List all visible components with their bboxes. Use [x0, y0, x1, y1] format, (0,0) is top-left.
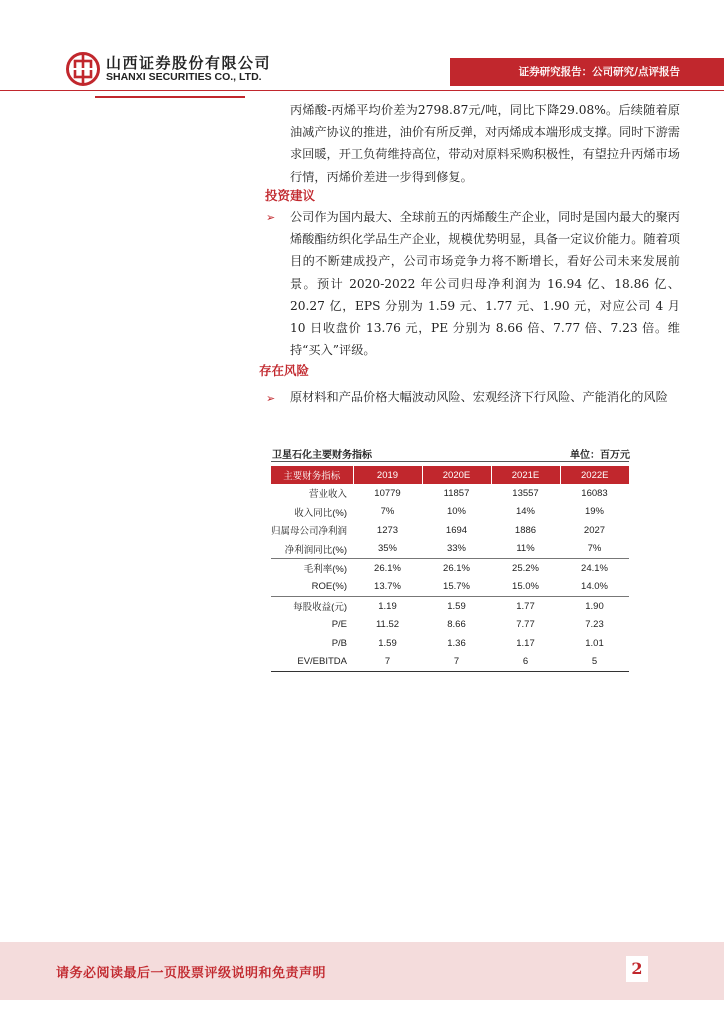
table-header-row	[271, 466, 629, 484]
row-label: 净利润同比(%)	[271, 540, 353, 559]
table-cell: 19%	[584, 506, 604, 518]
table-cell: 7.77	[516, 619, 535, 631]
page-footer	[0, 942, 724, 1000]
table-cell: 10%	[446, 506, 466, 518]
table-cell: 1.90	[585, 600, 604, 612]
company-name-en: SHANXI SECURITIES CO., LTD.	[106, 71, 262, 83]
table-cell: 1.19	[378, 600, 397, 612]
left-accent-line	[95, 96, 245, 98]
table-cell: 35%	[353, 540, 422, 559]
table-cell: 14%	[515, 506, 535, 518]
report-type-label: 证券研究报告：公司研究/点评报告	[518, 66, 680, 78]
page-number: 2	[626, 956, 648, 982]
table-cell: 7%	[380, 506, 395, 518]
table-cell: 10779	[374, 487, 401, 499]
table-title: 卫星石化主要财务指标	[272, 450, 372, 461]
report-type-banner	[450, 58, 724, 86]
table-cell: 1273	[376, 524, 399, 536]
table-cell: 11%	[491, 540, 560, 559]
table-cell: 1886	[514, 524, 537, 536]
bullet-arrow-icon: ➢	[266, 211, 276, 224]
column-header: 2022E	[560, 466, 629, 484]
table-cell: 24.1%	[581, 562, 608, 574]
column-header: 2021E	[491, 466, 560, 484]
column-header: 2020E	[422, 466, 491, 484]
row-label: P/E	[331, 619, 347, 631]
table-cell: 13557	[512, 487, 539, 499]
investment-advice-text: 公司作为国内最大、全球前五的丙烯酸生产企业，同时是国内最大的聚丙烯酸酯纺织化学品生产企业，规模优势明显，具备一定议价能力。随着项目的不断建成投产，公司市场竞争力将不断增长，看好公司未来发展前景。预计 2020-2022 年公司归母净利润为 16.94 亿、18.86 亿、20.27 亿，EPS 分别为 1.59 元、1.77 元、1.90 元，对应公司 4 月 10 日收盘价 13.76 元，PE 分别为 8.66 倍、7.77 倍、7.23 倍。维持“买入”评级。	[290, 210, 680, 358]
table-cell: 26.1%	[374, 562, 401, 574]
table-cell: 7.23	[585, 619, 604, 631]
row-label: P/B	[331, 637, 347, 649]
row-label: 收入同比(%)	[294, 507, 347, 519]
table-cell: 5	[560, 653, 629, 672]
company-name-cn: 山西证券股份有限公司	[106, 54, 272, 72]
table-row	[271, 484, 629, 503]
table-row	[271, 653, 629, 672]
column-header: 2019	[353, 466, 422, 484]
table-cell: 15.0%	[491, 578, 560, 597]
risk-text: 原材料和产品价格大幅波动风险、宏观经济下行风险、产能消化的风险	[290, 390, 668, 404]
table-cell: 1694	[445, 524, 468, 536]
table-cell: 1.17	[516, 637, 535, 649]
table-row	[271, 503, 629, 522]
table-row	[271, 559, 629, 578]
table-row	[271, 540, 629, 559]
table-cell: 1.59	[447, 600, 466, 612]
table-cell: 1.59	[378, 637, 397, 649]
table-row	[271, 578, 629, 597]
row-label: 毛利率(%)	[303, 564, 347, 576]
table-cell: 26.1%	[443, 562, 470, 574]
table-cell: 1.77	[516, 600, 535, 612]
table-row	[271, 634, 629, 653]
table-cell: 2027	[583, 524, 606, 536]
table-cell: 33%	[422, 540, 491, 559]
table-cell: 16083	[581, 487, 608, 499]
table-cell: 1.01	[585, 637, 604, 649]
table-cell: 11.52	[375, 619, 400, 631]
table-cell: 11857	[443, 487, 470, 499]
analysis-paragraph: 丙烯酸-丙烯平均价差为2798.87元/吨，同比下降29.08%。后续随着原油减产协议的推进，油价有所反弹，对丙烯成本端形成支撑。同时下游需求回暖，开工负荷维持高位，带动对原料采购积极性，有望拉升丙烯市场行情，丙烯价差进一步得到修复。	[290, 103, 680, 184]
table-cell: 7	[353, 653, 422, 672]
risk-heading: 存在风险	[259, 363, 310, 378]
table-cell: 7%	[560, 540, 629, 559]
investment-advice-heading: 投资建议	[265, 188, 316, 203]
table-cell: 1.36	[447, 637, 466, 649]
table-unit: 单位：百万元	[570, 450, 630, 461]
row-label: 归属母公司净利润	[271, 526, 348, 538]
table-row	[271, 521, 629, 540]
column-header: 主要财务指标	[271, 466, 353, 484]
row-label: 营业收入	[308, 489, 347, 501]
disclaimer-notice: 请务必阅读最后一页股票评级说明和免责声明	[56, 966, 327, 981]
table-cell: 15.7%	[422, 578, 491, 597]
table-cell: 8.66	[447, 619, 466, 631]
table-cell: 6	[491, 653, 560, 672]
table-row	[271, 616, 629, 635]
financial-indicators-table	[271, 466, 629, 672]
table-cell: 7	[422, 653, 491, 672]
table-row	[271, 597, 629, 616]
row-label: 每股收益(元)	[293, 602, 347, 614]
table-top-rule	[271, 461, 629, 462]
company-logo-icon	[66, 52, 100, 86]
table-cell: 13.7%	[353, 578, 422, 597]
table-cell: 14.0%	[560, 578, 629, 597]
row-label: ROE(%)	[271, 578, 353, 597]
row-label: EV/EBITDA	[271, 653, 353, 672]
bullet-arrow-icon: ➢	[266, 392, 276, 405]
header-divider	[0, 90, 724, 91]
table-cell: 25.2%	[512, 562, 539, 574]
